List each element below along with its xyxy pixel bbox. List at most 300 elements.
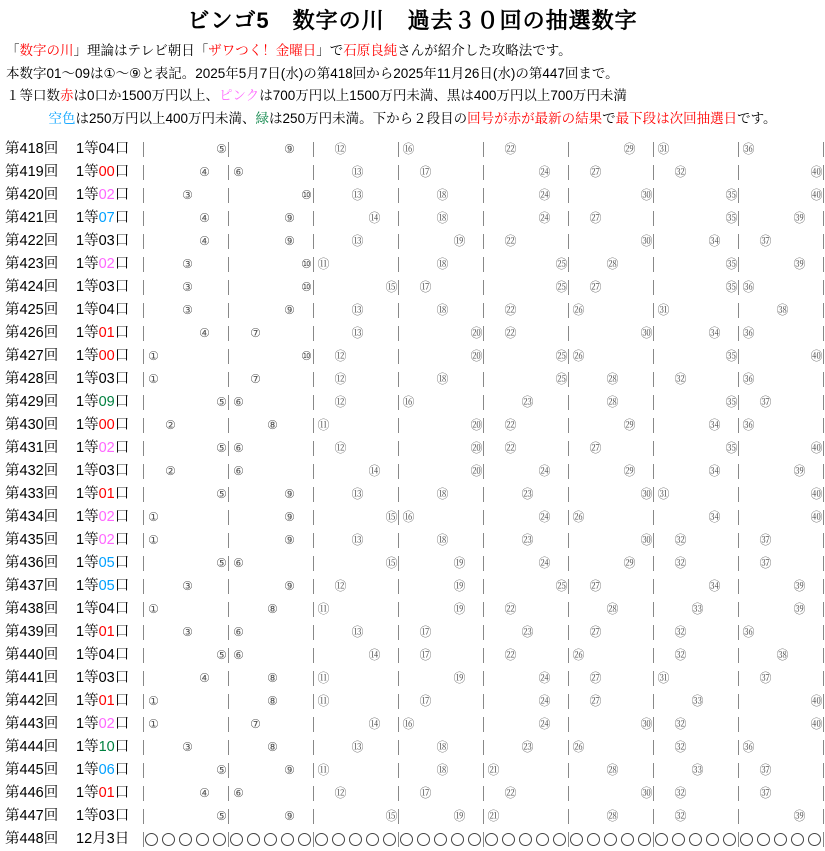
prize-count-value: 00 — [98, 417, 115, 433]
prize-suffix: 口 — [114, 509, 130, 525]
drawn-number: ④ — [199, 326, 210, 340]
number-grid — [0, 253, 825, 276]
prize-prefix: 1等 — [76, 440, 99, 456]
table-row — [0, 161, 825, 184]
group-separator — [653, 694, 654, 709]
drawn-number: ① — [148, 372, 159, 386]
prize-prefix: 1等 — [76, 210, 99, 226]
group-separator — [398, 441, 399, 456]
drawn-number: ⑳ — [470, 418, 483, 432]
note-segment: 赤 — [60, 88, 74, 103]
group-separator — [823, 303, 824, 318]
prize-suffix: 口 — [114, 739, 130, 755]
prize-prefix: 1等 — [76, 348, 99, 364]
prize-count-value: 04 — [98, 601, 115, 617]
drawn-number: ㉒ — [504, 234, 517, 248]
group-separator — [143, 395, 144, 410]
drawn-number: ⑨ — [284, 211, 295, 225]
blank-number-circle — [740, 833, 753, 846]
table-row — [0, 460, 825, 483]
drawn-number: ① — [148, 510, 159, 524]
group-separator — [738, 487, 739, 502]
group-separator — [568, 786, 569, 801]
drawn-number: ⑭ — [368, 648, 381, 662]
group-separator — [738, 602, 739, 617]
group-separator — [228, 165, 229, 180]
drawn-number: ㊵ — [810, 487, 823, 501]
drawn-number: ⑦ — [250, 717, 261, 731]
drawn-number: ㉟ — [725, 349, 738, 363]
group-separator — [313, 326, 314, 341]
drawn-number: ⑲ — [453, 671, 466, 685]
group-separator — [483, 625, 484, 640]
drawn-number: ③ — [182, 188, 193, 202]
number-grid — [0, 506, 825, 529]
draw-number-label: 第439回 — [5, 624, 59, 640]
drawn-number: ㉗ — [589, 441, 602, 455]
prize-count-value: 04 — [98, 141, 115, 157]
draw-number-label: 第445回 — [5, 762, 59, 778]
prize-prefix: 1等 — [76, 716, 99, 732]
drawn-number: ③ — [182, 625, 193, 639]
drawn-number: ㉞ — [708, 418, 721, 432]
drawn-number: ㉟ — [725, 280, 738, 294]
blank-number-circle — [808, 833, 821, 846]
group-separator — [483, 763, 484, 778]
group-separator — [738, 786, 739, 801]
group-separator — [398, 487, 399, 502]
prize-prefix: 1等 — [76, 279, 99, 295]
group-separator — [313, 510, 314, 525]
group-separator — [313, 602, 314, 617]
group-separator — [398, 602, 399, 617]
group-separator — [568, 211, 569, 226]
drawn-number: ㊲ — [759, 763, 772, 777]
group-separator — [143, 188, 144, 203]
drawn-number: ⑨ — [284, 303, 295, 317]
blank-number-circle — [519, 833, 532, 846]
drawn-number: ⑨ — [284, 142, 295, 156]
number-grid — [0, 782, 825, 805]
group-separator — [823, 740, 824, 755]
group-separator — [313, 211, 314, 226]
drawn-number: ㊲ — [759, 395, 772, 409]
prize-suffix: 口 — [114, 394, 130, 410]
group-separator — [398, 372, 399, 387]
drawn-number: ㉔ — [538, 188, 551, 202]
group-separator — [143, 763, 144, 778]
table-row — [0, 736, 825, 759]
group-separator — [483, 280, 484, 295]
group-separator — [483, 257, 484, 272]
group-separator — [398, 234, 399, 249]
drawn-number: ⑤ — [216, 142, 227, 156]
draw-number-label: 第446回 — [5, 785, 59, 801]
drawn-number: ㊴ — [793, 211, 806, 225]
group-separator — [738, 694, 739, 709]
drawn-number: ⑧ — [267, 602, 278, 616]
draw-number-label: 第430回 — [5, 417, 59, 433]
number-grid — [0, 690, 825, 713]
drawn-number: ㉞ — [708, 510, 721, 524]
drawn-number: ⑩ — [301, 188, 312, 202]
group-separator — [143, 326, 144, 341]
drawn-number: ⑦ — [250, 326, 261, 340]
draw-table — [0, 138, 825, 851]
drawn-number: ⑥ — [233, 464, 244, 478]
drawn-number: ⑬ — [351, 234, 364, 248]
prize-prefix: 1等 — [76, 693, 99, 709]
group-separator — [313, 418, 314, 433]
drawn-number: ㉟ — [725, 188, 738, 202]
drawn-number: ㊵ — [810, 165, 823, 179]
drawn-number: ⑩ — [301, 257, 312, 271]
group-separator — [398, 303, 399, 318]
group-separator — [738, 418, 739, 433]
number-grid — [0, 759, 825, 782]
blank-number-circle — [587, 833, 600, 846]
drawn-number: ㉕ — [555, 257, 568, 271]
prize-count-value: 02 — [98, 716, 115, 732]
group-separator — [228, 464, 229, 479]
group-separator — [823, 418, 824, 433]
group-separator — [568, 441, 569, 456]
drawn-number: ⑬ — [351, 740, 364, 754]
group-separator — [568, 395, 569, 410]
group-separator — [568, 418, 569, 433]
blank-number-circle — [706, 833, 719, 846]
group-separator — [568, 625, 569, 640]
prize-suffix: 口 — [114, 762, 130, 778]
drawn-number: ② — [165, 418, 176, 432]
table-row — [0, 299, 825, 322]
blank-number-circle — [791, 833, 804, 846]
group-separator — [568, 303, 569, 318]
table-row — [0, 782, 825, 805]
group-separator — [313, 671, 314, 686]
group-separator — [398, 579, 399, 594]
group-separator — [568, 165, 569, 180]
drawn-number: ㊱ — [742, 326, 755, 340]
drawn-number: ㉙ — [623, 418, 636, 432]
group-separator — [143, 211, 144, 226]
group-separator — [653, 280, 654, 295]
number-grid — [0, 483, 825, 506]
group-separator — [228, 832, 229, 847]
group-separator — [568, 671, 569, 686]
prize-count-value: 01 — [98, 624, 115, 640]
blank-number-circle — [230, 833, 243, 846]
group-separator — [483, 303, 484, 318]
prize-count-value: 01 — [98, 325, 115, 341]
draw-number-label: 第428回 — [5, 371, 59, 387]
blank-number-circle — [689, 833, 702, 846]
prize-suffix: 口 — [114, 785, 130, 801]
table-row — [0, 276, 825, 299]
drawn-number: ㊵ — [810, 441, 823, 455]
prize-count-value: 05 — [98, 555, 115, 571]
group-separator — [738, 832, 739, 847]
prize-prefix: 1等 — [76, 302, 99, 318]
prize-suffix: 口 — [114, 348, 130, 364]
number-grid — [0, 621, 825, 644]
drawn-number: ⑥ — [233, 165, 244, 179]
next-draw-number-grid — [0, 828, 825, 851]
drawn-number: ㉞ — [708, 326, 721, 340]
group-separator — [143, 625, 144, 640]
prize-count-value: 01 — [98, 785, 115, 801]
drawn-number: ㊳ — [776, 648, 789, 662]
drawn-number: ㉘ — [606, 257, 619, 271]
drawn-number: ⑱ — [436, 303, 449, 317]
drawn-number: ⑮ — [385, 809, 398, 823]
drawn-number: ⑱ — [436, 533, 449, 547]
group-separator — [143, 303, 144, 318]
blank-number-circle — [213, 833, 226, 846]
prize-prefix: 1等 — [76, 417, 99, 433]
draw-number-label: 第441回 — [5, 670, 59, 686]
prize-prefix: 1等 — [76, 808, 99, 824]
drawn-number: ⑪ — [317, 763, 330, 777]
prize-prefix: 1等 — [76, 371, 99, 387]
table-row — [0, 575, 825, 598]
prize-suffix: 口 — [114, 440, 130, 456]
drawn-number: ⑦ — [250, 372, 261, 386]
group-separator — [313, 395, 314, 410]
blank-number-circle — [366, 833, 379, 846]
drawn-number: ㉜ — [674, 372, 687, 386]
note-segment: で — [602, 110, 616, 126]
note-segment: 本数字01～09は①～⑨と表記。2025年5月7日(水)の第418回から2025年11月26日(水)の第447回まで。 — [6, 65, 619, 81]
drawn-number: ⑧ — [267, 740, 278, 754]
drawn-number: ㉟ — [725, 211, 738, 225]
drawn-number: ㉔ — [538, 694, 551, 708]
table-row — [0, 506, 825, 529]
group-separator — [143, 648, 144, 663]
group-separator — [823, 464, 824, 479]
drawn-number: ⑨ — [284, 234, 295, 248]
blank-number-circle — [774, 833, 787, 846]
draw-number-label: 第436回 — [5, 555, 59, 571]
draw-number-label: 第443回 — [5, 716, 59, 732]
drawn-number: ㉒ — [504, 303, 517, 317]
blank-number-circle — [604, 833, 617, 846]
group-separator — [653, 441, 654, 456]
drawn-number: ㉘ — [606, 602, 619, 616]
drawn-number: ⑬ — [351, 303, 364, 317]
drawn-number: ⑯ — [402, 142, 415, 156]
table-row — [0, 598, 825, 621]
drawn-number: ㉚ — [640, 188, 653, 202]
drawn-number: ㉒ — [504, 418, 517, 432]
drawn-number: ⑫ — [334, 441, 347, 455]
drawn-number: ⑯ — [402, 510, 415, 524]
draw-number-label: 第426回 — [5, 325, 59, 341]
group-separator — [313, 579, 314, 594]
group-separator — [228, 257, 229, 272]
drawn-number: ㉟ — [725, 441, 738, 455]
group-separator — [313, 303, 314, 318]
group-separator — [823, 648, 824, 663]
drawn-number: ㉚ — [640, 717, 653, 731]
prize-prefix: 1等 — [76, 532, 99, 548]
blank-number-circle — [553, 833, 566, 846]
drawn-number: ⑥ — [233, 648, 244, 662]
prize-prefix: 1等 — [76, 463, 99, 479]
drawn-number: ⑰ — [419, 786, 432, 800]
group-separator — [483, 510, 484, 525]
drawn-number: ⑮ — [385, 556, 398, 570]
note-segment: １等口数 — [6, 88, 60, 103]
drawn-number: ㉔ — [538, 165, 551, 179]
group-separator — [313, 165, 314, 180]
drawn-number: ㊱ — [742, 625, 755, 639]
prize-count-value: 03 — [98, 279, 115, 295]
group-separator — [823, 280, 824, 295]
drawn-number: ⑮ — [385, 510, 398, 524]
group-separator — [568, 809, 569, 824]
group-separator — [823, 372, 824, 387]
number-grid — [0, 552, 825, 575]
drawn-number: ⑱ — [436, 211, 449, 225]
drawn-number: ⑬ — [351, 487, 364, 501]
group-separator — [228, 625, 229, 640]
note-segment: 数字の川 — [19, 43, 74, 58]
number-grid — [0, 368, 825, 391]
table-row — [0, 690, 825, 713]
drawn-number: ㉚ — [640, 487, 653, 501]
drawn-number: ⑥ — [233, 786, 244, 800]
drawn-number: ⑤ — [216, 556, 227, 570]
group-separator — [653, 809, 654, 824]
blank-number-circle — [570, 833, 583, 846]
table-row — [0, 391, 825, 414]
group-separator — [568, 556, 569, 571]
group-separator — [143, 671, 144, 686]
group-separator — [823, 395, 824, 410]
drawn-number: ⑤ — [216, 395, 227, 409]
prize-prefix: 1等 — [76, 486, 99, 502]
table-row — [0, 552, 825, 575]
group-separator — [653, 257, 654, 272]
group-separator — [398, 257, 399, 272]
group-separator — [823, 579, 824, 594]
group-separator — [738, 303, 739, 318]
drawn-number: ㉘ — [606, 372, 619, 386]
drawn-number: ④ — [199, 165, 210, 179]
prize-suffix: 口 — [114, 670, 130, 686]
next-draw-number-label: 第448回 — [5, 831, 59, 847]
number-grid — [0, 805, 825, 828]
group-separator — [313, 694, 314, 709]
group-separator — [738, 326, 739, 341]
drawn-number: ⑨ — [284, 579, 295, 593]
prize-count-value: 10 — [98, 739, 115, 755]
group-separator — [483, 234, 484, 249]
drawn-number: ㉒ — [504, 142, 517, 156]
drawn-number: ㉜ — [674, 717, 687, 731]
group-separator — [143, 418, 144, 433]
group-separator — [568, 188, 569, 203]
drawn-number: ㊴ — [793, 464, 806, 478]
group-separator — [823, 257, 824, 272]
drawn-number: ③ — [182, 280, 193, 294]
drawn-number: ㊵ — [810, 717, 823, 731]
drawn-number: ㉖ — [572, 740, 585, 754]
group-separator — [143, 832, 144, 847]
blank-number-circle — [502, 833, 515, 846]
group-separator — [398, 740, 399, 755]
drawn-number: ㉙ — [623, 142, 636, 156]
prize-suffix: 口 — [114, 164, 130, 180]
group-separator — [398, 832, 399, 847]
group-separator — [313, 625, 314, 640]
group-separator — [483, 165, 484, 180]
draw-number-label: 第437回 — [5, 578, 59, 594]
group-separator — [653, 211, 654, 226]
note-segment: ピンク — [219, 88, 260, 103]
prize-count-value: 02 — [98, 509, 115, 525]
prize-prefix: 1等 — [76, 256, 99, 272]
group-separator — [228, 188, 229, 203]
group-separator — [313, 832, 314, 847]
drawn-number: ㊲ — [759, 786, 772, 800]
group-separator — [483, 395, 484, 410]
notes-block — [0, 36, 825, 130]
number-grid — [0, 414, 825, 437]
prize-prefix: 1等 — [76, 762, 99, 778]
drawn-number: ㊱ — [742, 280, 755, 294]
drawn-number: ㉜ — [674, 165, 687, 179]
prize-suffix: 口 — [114, 647, 130, 663]
group-separator — [143, 740, 144, 755]
group-separator — [313, 786, 314, 801]
prize-suffix: 口 — [114, 279, 130, 295]
drawn-number: ⑤ — [216, 809, 227, 823]
blank-number-circle — [145, 833, 158, 846]
group-separator — [483, 602, 484, 617]
drawn-number: ⑰ — [419, 694, 432, 708]
prize-prefix: 1等 — [76, 647, 99, 663]
draw-number-label: 第418回 — [5, 141, 59, 157]
group-separator — [228, 786, 229, 801]
prize-suffix: 口 — [114, 716, 130, 732]
drawn-number: ① — [148, 694, 159, 708]
group-separator — [228, 280, 229, 295]
drawn-number: ① — [148, 717, 159, 731]
prize-suffix: 口 — [114, 371, 130, 387]
group-separator — [313, 464, 314, 479]
group-separator — [823, 809, 824, 824]
group-separator — [568, 533, 569, 548]
drawn-number: ㊲ — [759, 234, 772, 248]
group-separator — [313, 533, 314, 548]
prize-count-value: 05 — [98, 578, 115, 594]
group-separator — [738, 717, 739, 732]
draw-number-label: 第444回 — [5, 739, 59, 755]
drawn-number: ㉗ — [589, 625, 602, 639]
drawn-number: ㉘ — [606, 763, 619, 777]
drawn-number: ㉕ — [555, 372, 568, 386]
table-row — [0, 805, 825, 828]
group-separator — [568, 602, 569, 617]
group-separator — [653, 303, 654, 318]
table-row — [0, 437, 825, 460]
drawn-number: ⑭ — [368, 211, 381, 225]
note-segment: さんが紹介した攻略法です。 — [397, 43, 572, 58]
prize-suffix: 口 — [114, 555, 130, 571]
draw-number-label: 第423回 — [5, 256, 59, 272]
